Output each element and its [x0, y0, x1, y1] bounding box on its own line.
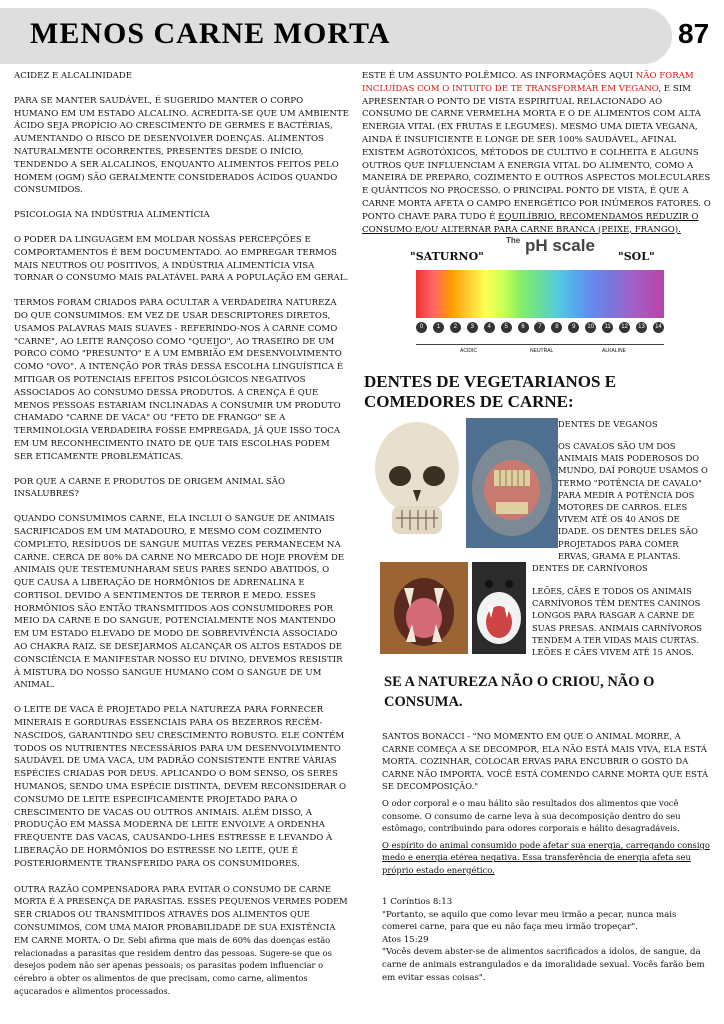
ph-number: 3	[467, 322, 478, 333]
left-column	[14, 70, 350, 1010]
bonacci-quote: SANTOS BONACCI - "NO MOMENTO EM QUE O ANIMAL MORRE, A CARNE COMEÇA A SE DECOMPOR, ELA NÃO ESTÁ MAIS VIVA, ELA ESTÁ MORTA. COZINHAR, COLOCAR ERVAS PARA ENCUBRIR O GOSTO DA CARNE NÃO IMPORTA. VOCÊ ESTÁ COMENDO CARNE MORTA QUE ESTÁ SE DECOMPOSIÇÃO."	[382, 731, 709, 792]
paragraph-spirit: O espírito do animal consumido pode afetar sua energia, carregando consigo medo e energia etérea negativa. Essa transferência de energia afeta seu próprio estado energético.	[382, 839, 710, 875]
verse-ref-2: Atos 15:29	[382, 934, 429, 945]
vegan-teeth-text: OS CAVALOS SÃO UM DOS ANIMAIS MAIS PODEROSOS DO MUNDO, DAÍ PORQUE USAMOS O TERMO "POTÊNCIA DE CAVALO" PARA MEDIR A POTÊNCIA DOS MOTORES DE CARROS. ELES VIVEM ATÉ OS 40 ANOS DE IDADE. OS DENTES DELES SÃO PROJETADOS PARA COMER ERVAS, GRAMA E PLANTAS.	[558, 441, 708, 561]
highlight-underline: EQUILÍBRIO, RECOMENDAMOS REDUZIR O CONSUMO E/OU ALTERNAR PARA CARNE BRANCA (PEIXE, FRANGO).	[362, 211, 699, 235]
ph-neutral-label: NEUTRAL	[530, 348, 554, 354]
vegan-teeth-title: DENTES DE VEGANOS	[558, 419, 658, 429]
ph-number: 14	[653, 322, 664, 333]
paragraph-acidity: PARA SE MANTER SAUDÁVEL, É SUGERIDO MANTER O CORPO HUMANO EM UM ESTADO ALCALINO. ACREDITA-SE QUE UM AMBIENTE ÁCIDO SEJA PROPÍCIO AO CRESCIMENTO DE GERMES E BACTÉRIAS, AUMENTANDO O RISCO DE DESENVOLVER DOENÇAS. ALIMENTOS NATURALMENTE OCORRENTES, PRESENTES DESDE O INÍCIO, TENDENDO A SER ALCALINOS, ENQUANTO ALIMENTOS FEITOS PELO HOMEM (OGM) SÃO GERALMENTE CONSIDERADOS ÁCIDOS QUANDO CONSUMIDOS.	[14, 95, 349, 196]
ph-acidic-label: ACIDIC	[460, 348, 477, 354]
teeth-heading: DENTES DE VEGETARIANOS E COMEDORES DE CARNE:	[364, 372, 617, 411]
ph-number: 12	[619, 322, 630, 333]
ph-number: 7	[534, 322, 545, 333]
lion-teeth-image	[380, 562, 468, 654]
ph-number: 6	[518, 322, 529, 333]
ph-title: $^{The}$ pH scale	[506, 236, 595, 255]
carnivore-teeth-text: LEÕES, CÃES E TODOS OS ANIMAIS CARNÍVOROS TÊM DENTES CANINOS LONGOS PARA RASGAR A CARNE DE SUAS PRESAS. ANIMAIS CARNÍVOROS TENDEM A TER VIDAS MAIS CURTAS. LEÕES E CÃES VIVEM ATÉ 15 ANOS.	[532, 586, 703, 658]
carnivore-teeth-title: DENTES DE CARNÍVOROS	[532, 563, 648, 573]
ph-number: 8	[551, 322, 562, 333]
paragraph-blood: QUANDO CONSUMIMOS CARNE, ELA INCLUI O SANGUE DE ANIMAIS SACRIFICADOS EM UM MATADOURO, E MESMO COM COZIMENTO COMPLETO, RESÍDUOS DE SANGUE MUITAS VEZES PERMANECEM NA CARNE. CERCA DE 80% DA CARNE NO MERCADO DE HOJE PROVÉM DE ANIMAIS QUE TESTEMUNHARAM SEUS PARES SENDO ABATIDOS, O QUE CAUSA A LIBERAÇÃO DE HORMÔNIOS DE ADRENALINA E CORTISOL DEVIDO A SENTIMENTOS DE TERROR E MEDO. ESSES HORMÔNIOS SÃO ENTÃO TRANSMITIDOS AOS CONSUMIDORES POR MEIO DA CARNE E DO SANGUE, POTENCIALMENTE NOS MANTENDO EM UM ESTADO ELEVADO DE MODO DE SOBREVIVÊNCIA ASSOCIADO AO CHAKRA RAIZ. SE DESEJARMOS ALCANÇAR OS ALTOS ESTADOS DE CONSCIÊNCIA E MANIFESTAR NOSSO EU DIVINO, DEVEMOS RESISTIR À MISTURA DO NOSSO SANGUE HUMANO COM O SANGUE DE UM ANIMAL.	[14, 514, 345, 691]
ph-color-bar	[416, 270, 664, 318]
human-skull-image	[370, 418, 464, 548]
paragraph-terms: TERMOS FORAM CRIADOS PARA OCULTAR A VERDADEIRA NATUREZA DO QUE CONSUMIMOS. EM VEZ DE USAR DESCRIPTORES DIRETOS, USAMOS PALAVRAS MAIS SUAVES - REFERINDO-NOS À CARNE COMO "CARNE", AO LEITE RANÇOSO COMO "QUEIJO", AO TRASEIRO DE UM PORCO COMO "PRESUNTO" E A UM EMBRIÃO EM DESENVOLVIMENTO COMO "OVO". A INTENÇÃO POR TRÁS DESSA ESCOLHA LINGUÍSTICA É MITIGAR OS POTENCIAIS EFEITOS PSICOLÓGICOS NEGATIVOS ASSOCIADOS AO CONSUMO DESSA PRODUTOS. A CRENÇA É QUE MENOS PESSOAS ESTARIAM INCLINADAS A CONSUMIR UM PRODUTO CHAMADO "CARNE DE VACA" OU "FETO DE FRANGO" SE A TERMINOLOGIA VERDADEIRA FOSSE EMPREGADA, JÁ QUE ISSO TOCA EM UM RECONHECIMENTO INATO DE QUE TAIS ESCOLHAS PODEM SER ETICAMENTE PROBLEMÁTICAS.	[14, 298, 344, 462]
paragraph-parasites: OUTRA RAZÃO COMPENSADORA PARA EVITAR O CONSUMO DE CARNE MORTA É A PRESENÇA DE PARASITAS. ESSES PEQUENOS VERMES PODEM SER CRIADOS OU TRANSMITIDOS ATRAVÉS DOS ALIMENTOS QUE CONSUMIMOS, COM UMA MAIOR PROBABILIDADE DE SUA EXISTÊNCIA EM CARNE MORTA. O Dr. Sebi afirma que mais de 60% das doenças estão relacionadas a parasitas que residem dentro das pessoas. Sugere-se que os desejos podem não ser apenas pessoais; os parasitas podem influenciar o cérebro a obter os alimentos de que precisam, como carne, alimentos açucarados e alimentos processados.	[14, 883, 348, 996]
ph-scale-figure	[410, 232, 668, 360]
ph-label-saturno: "SATURNO"	[410, 250, 484, 263]
ph-number: 9	[568, 322, 579, 333]
verse-text-2: "Vocês devem abster-se de alimentos sacrificados a ídolos, de sangue, da carne de animais estrangulados e da imoralidade sexual. Vocês farão bem em evitar essas coisas".	[382, 947, 705, 983]
ph-axis	[416, 344, 664, 345]
ph-alkaline-label: ALKALINE	[602, 348, 626, 354]
ph-number: 2	[450, 322, 461, 333]
verse-ref-1: 1 Coríntios 8:13	[382, 897, 453, 907]
ph-label-sol: "SOL"	[618, 250, 655, 263]
ph-number: 11	[602, 322, 613, 333]
ph-number: 5	[501, 322, 512, 333]
section-heading-unhealthy: POR QUE A CARNE E PRODUTOS DE ORIGEM ANIMAL SÃO INSALUBRES?	[14, 476, 286, 500]
page-number: 87	[678, 18, 710, 49]
ph-numbers	[416, 322, 664, 333]
ph-number: 0	[416, 322, 427, 333]
section-heading-psychology: PSICOLOGIA NA INDÚSTRIA ALIMENTÍCIA	[14, 210, 210, 221]
ph-number: 13	[636, 322, 647, 333]
page-title: MENOS CARNE MORTA	[30, 17, 391, 50]
ph-number: 1	[433, 322, 444, 333]
verse-text-1: "Portanto, se aquilo que como levar meu irmão a pecar, nunca mais comerei carne, para que eu não faça meu irmão tropeçar".	[382, 909, 677, 933]
header-bar	[0, 8, 672, 64]
intro-paragraph: ESTE É UM ASSUNTO POLÊMICO. AS INFORMAÇÕES AQUI NÃO FORAM INCLUÍDAS COM O INTUITO DE TE TRANSFORMAR EM VEGANO, E SIM APRESENTAR O PONTO DE VISTA ESPIRITUAL RELACIONADO AO CONSUMO DE CARNE VERMELHA MORTA E O DE ALIMENTOS COM ALTA ENERGIA VITAL (EX FRUTAS E LEGUMES). MESMO UMA DIETA VEGANA, AINDA É INSUFICIENTE E LONGE DE SER 100% SAUDÁVEL, AFINAL EXISTEM AGROTÓXICOS, MÉTODOS DE CULTIVO E COLHEITA E ALGUNS OUTROS QUE INFLUENCIAM A ENERGIA VITAL DO ALIMENTO, COMO A MANEIRA DE PREPARO, COZIMENTO E OUTROS ASPECTOS MOLECULARES E QUÂNTICOS NO PROCESSO. O PRINCIPAL PONTO DE VISTA, É QUE A CARNE MORTA AFETA O CAMPO ENERGÉTICO POR INÚMEROS FATORES. O PONTO CHAVE PARA TUDO É EQUILÍBRIO, RECOMENDAMOS REDUZIR O CONSUMO E/OU ALTERNAR PARA CARNE BRANCA (PEIXE, FRANGO).	[362, 71, 711, 235]
paragraph-language: O PODER DA LINGUAGEM EM MOLDAR NOSSAS PERCEPÇÕES E COMPORTAMENTOS É BEM DOCUMENTADO. AO EMPREGAR TERMOS MAIS NEUTROS OU POSITIVOS, A INDÚSTRIA ALIMENTÍCIA VISA TORNAR O CONSUMO MAIS PALATÁVEL PARA A POPULAÇÃO EM GERAL.	[14, 234, 349, 284]
dog-teeth-image	[472, 562, 526, 654]
section-heading-acidity: ACIDEZ E ALCALINIDADE	[14, 71, 133, 81]
highlight-red: NÃO FORAM INCLUÍDAS COM O INTUITO DE TE TRANSFORMAR EM VEGANO	[362, 71, 694, 94]
nature-text	[382, 730, 712, 881]
nature-heading: SE A NATUREZA NÃO O CRIOU, NÃO O CONSUMA.	[384, 674, 655, 710]
horse-teeth-image	[466, 418, 558, 548]
ph-number: 10	[585, 322, 596, 333]
paragraph-odor: O odor corporal e o mau hálito são resultados dos alimentos que você consome. O consumo de carne leva à sua decomposição dentro do seu estômago, contribuindo para odores corporais e hálito desagradáveis.	[382, 797, 681, 834]
ph-number: 4	[484, 322, 495, 333]
paragraph-milk: O LEITE DE VACA É PROJETADO PELA NATUREZA PARA FORNECER MINERAIS E GORDURAS ESSENCIAIS PARA OS BEZERROS RECÉM-NASCIDOS, GARANTINDO SEU CRESCIMENTO ROBUSTO. ELE CONTÉM TODOS OS NUTRIENTES NECESSÁRIOS PARA UM DESENVOLVIMENTO SAUDÁVEL DE UMA VACA, UM PADRÃO CONSISTENTE ENTRE VÁRIAS ESPÉCIES CRIADAS POR DEUS. APLICANDO O BOM SENSO, OS SERES HUMANOS, SENDO UMA ESPÉCIE DISTINTA, DEVEM RECONSIDERAR O CONSUMO DE LEITE ESPECIFICAMENTE PROJETADO PARA O CRESCIMENTO DE VACAS OU OUTROS ANIMAIS. ALÉM DISSO, A PRODUÇÃO EM MASSA MODERNA DE LEITE ENVOLVE A ORDENHA FREQUENTE DAS VACAS, CAUSANDO-LHES ESTRESSE E LEVANDO À LIBERAÇÃO DE HORMÔNIOS DO ESTRESSE NO LEITE, QUE É POSTERIORMENTE TRANSFERIDO PARA OS CONSUMIDORES.	[14, 705, 347, 869]
bible-verses	[382, 896, 712, 984]
